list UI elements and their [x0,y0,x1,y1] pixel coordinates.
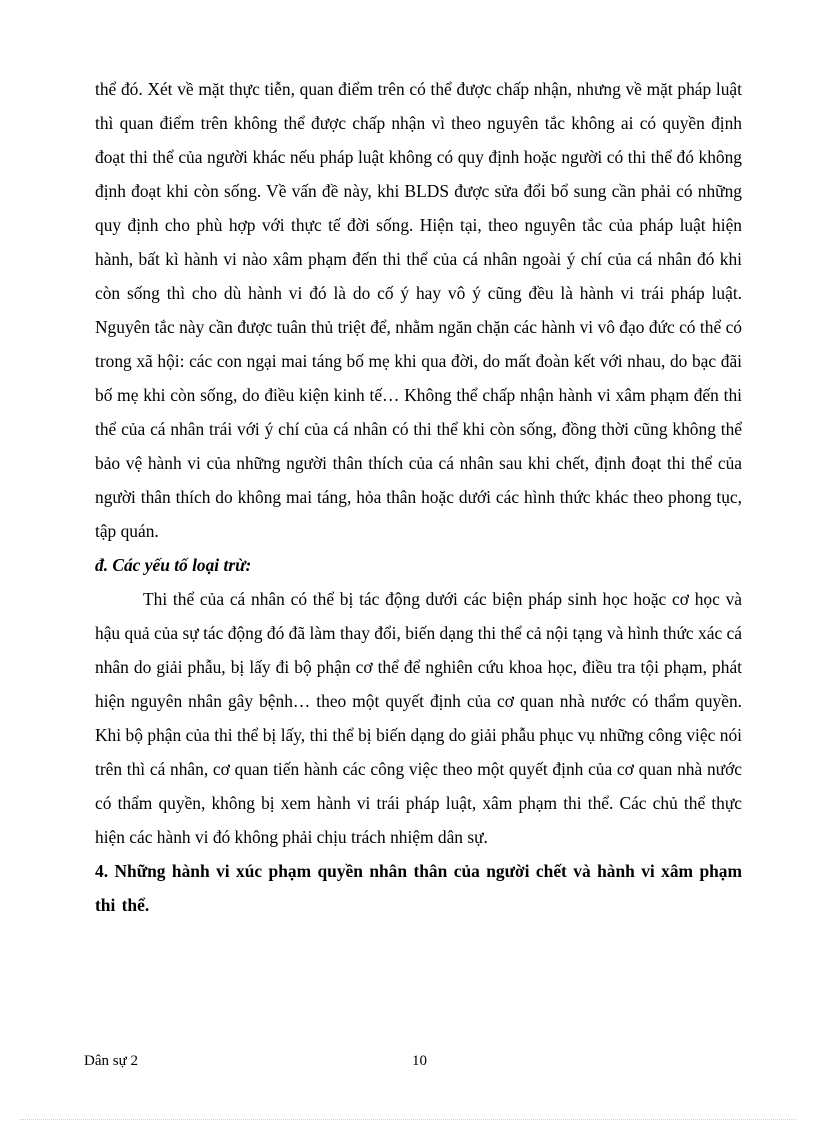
footer-course-label: Dân sự 2 [84,1053,138,1069]
body-paragraph: thể đó. Xét về mặt thực tiễn, quan điểm trên có thể được chấp nhận, nhưng về mặt pháp luật thì quan điểm trên không thể được chấp nhận vì theo nguyên tắc không ai có quyền định đoạt thi thể của người khác nếu pháp luật không có quy định hoặc người có thi thể đó không định đoạt khi còn sống. Về vấn đề này, khi BLDS được sửa đổi bổ sung cần phải có những quy định cho phù hợp với thực tế đời sống. Hiện tại, theo nguyên tắc của pháp luật hiện hành, bất kì hành vi nào xâm phạm đến thi thể của cá nhân ngoài ý chí của cá nhân đó khi còn sống thì cho dù hành vi đó là do cố ý hay vô ý cũng đều là hành vi trái pháp luật. Nguyên tắc này cần được tuân thủ triệt để, nhằm ngăn chặn các hành vi vô đạo đức có thể có trong xã hội: các con ngại mai táng bố mẹ khi qua đời, do mất đoàn kết với nhau, do bạc đãi bố mẹ khi còn sống, do điều kiện kinh tế… Không thể chấp nhận hành vi xâm phạm đến thi thể của cá nhân trái với ý chí của cá nhân có thi thể khi còn sống, đồng thời cũng không thể bảo vệ hành vi của những người thân thích của cá nhân sau khi chết, định đoạt thi thể của người thân thích do không mai táng, hỏa thân hoặc dưới các hình thức khác theo phong tục, tập quán. [95,79,742,541]
section-subheading: đ. Các yếu tố loại trừ: [95,555,252,575]
section-heading: 4. Những hành vi xúc phạm quyền nhân thân của người chết và hành vi xâm phạm thi thể. [95,861,742,915]
footer-page-number: 10 [412,1053,427,1069]
document-body [95,72,742,922]
body-paragraph: Thi thể của cá nhân có thể bị tác động dưới các biện pháp sinh học hoặc cơ học và hậu quả của sự tác động đó đã làm thay đổi, biến dạng thi thể cả nội tạng và hình thức xác cá nhân do giải phẫu, bị lấy đi bộ phận cơ thể để nghiên cứu khoa học, điều tra tội phạm, phát hiện nguyên nhân gây bệnh… theo một quyết định của cơ quan nhà nước có thẩm quyền. Khi bộ phận của thi thể bị lấy, thi thể bị biến dạng do giải phẫu phục vụ những công việc nói trên thì cá nhân, cơ quan tiến hành các công việc theo một quyết định của cơ quan nhà nước có thẩm quyền, không bị xem hành vi trái pháp luật, xâm phạm thi thể. Các chủ thể thực hiện các hành vi đó không phải chịu trách nhiệm dân sự. [95,589,742,847]
page-bottom-divider [20,1119,796,1120]
